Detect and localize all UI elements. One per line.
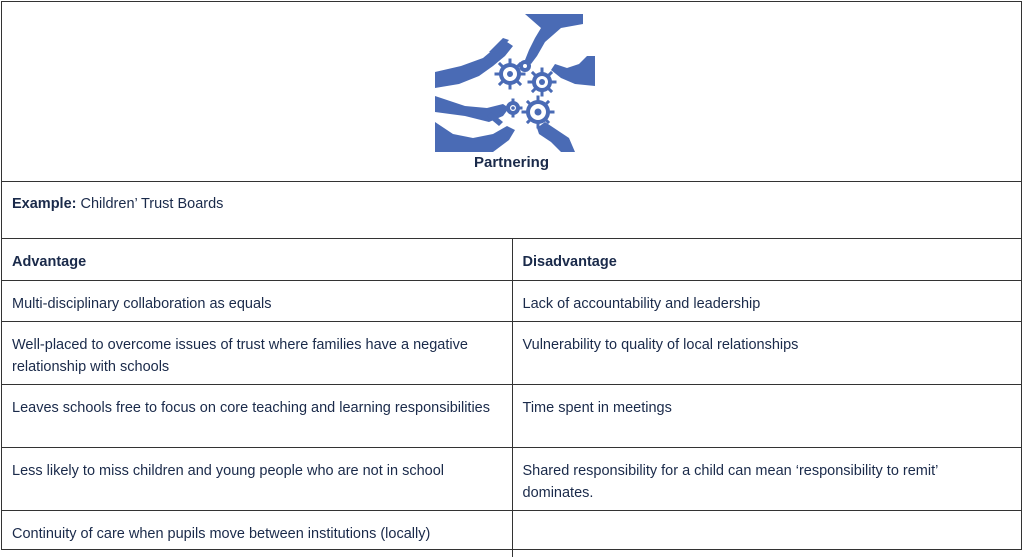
table-row — [2, 384, 1021, 447]
partnering-table — [1, 1, 1022, 550]
example-label: Example: — [12, 196, 77, 212]
table-header-row — [2, 239, 1021, 280]
disadvantage-cell — [512, 510, 1021, 557]
partnering-hands-gears-icon — [433, 12, 595, 152]
disadvantage-cell: Lack of accountability and leadership — [512, 280, 1021, 321]
advantage-cell: Multi-disciplinary collaboration as equals — [2, 280, 512, 321]
disadvantage-cell: Shared responsibility for a child can mean ‘responsibility to remit’ dominates. — [512, 447, 1021, 510]
advantages-table — [2, 239, 1021, 557]
page-title: Partnering — [473, 154, 549, 171]
disadvantage-header: Disadvantage — [512, 239, 1021, 280]
table-row — [2, 447, 1021, 510]
header-cell — [2, 2, 1021, 182]
table-row — [2, 280, 1021, 321]
advantage-cell: Continuity of care when pupils move between institutions (locally) — [2, 510, 512, 557]
example-value: Children’ Trust Boards — [76, 196, 224, 212]
table-row — [2, 510, 1021, 557]
advantage-cell: Less likely to miss children and young people who are not in school — [2, 447, 512, 510]
advantage-cell: Leaves schools free to focus on core teaching and learning responsibilities — [2, 384, 512, 447]
advantage-cell: Well-placed to overcome issues of trust where families have a negative relationship with schools — [2, 321, 512, 384]
table-row — [2, 321, 1021, 384]
disadvantage-cell: Vulnerability to quality of local relationships — [512, 321, 1021, 384]
disadvantage-cell: Time spent in meetings — [512, 384, 1021, 447]
advantage-header: Advantage — [2, 239, 512, 280]
example-cell — [2, 182, 1021, 239]
